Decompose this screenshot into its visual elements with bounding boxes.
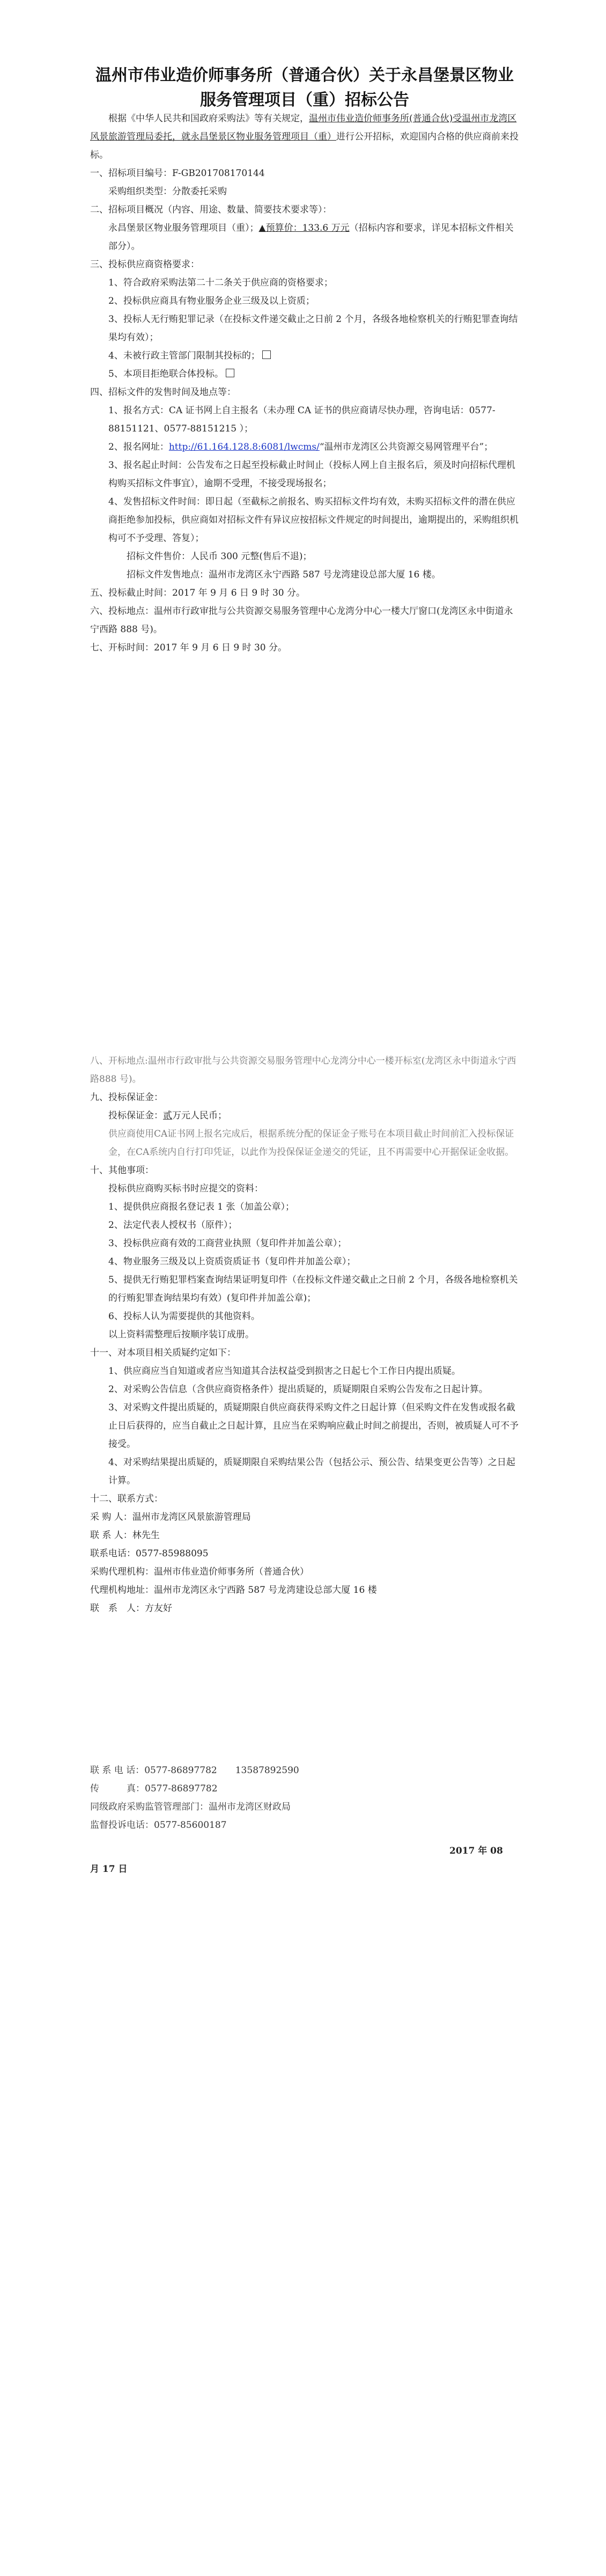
material-item: 6、投标人认为需要提供的其他资料。 xyxy=(108,1311,260,1322)
section-2: 二、招标项目概况（内容、用途、数量、简要技术要求等）： xyxy=(90,204,332,215)
section-2-tail: （招标内容和要求，详见本招标文件相关部分）。 xyxy=(108,223,514,252)
signature-block xyxy=(90,1761,519,1834)
material-item: 4、物业服务三级及以上资质资质证书（复印件并加盖公章）； xyxy=(108,1256,356,1267)
section-8: 八、开标地点:温州市行政审批与公共资源交易服务管理中心龙湾分中心一楼开标室(龙湾区永中街道永宁西路888 号)。 xyxy=(90,1056,516,1085)
challenge-item: 1、供应商应当自知道或者应当知道其合法权益受到损害之日起七个工作日内提出质疑。 xyxy=(108,1366,461,1377)
section-9: 九、投标保证金： xyxy=(90,1092,163,1103)
signature-line: 监督投诉电话：0577-85600187 xyxy=(90,1820,227,1831)
section-6: 六、投标地点：温州市行政审批与公共资源交易服务管理中心龙湾分中心一楼大厅窗口(龙湾区永中街道永宁西路 888 号)。 xyxy=(90,606,513,635)
section-1: 一、招标项目编号：F-GB201708170144 xyxy=(90,168,265,179)
section-3: 三、投标供应商资格要求： xyxy=(90,259,199,270)
section-12: 十二、联系方式： xyxy=(90,1494,163,1504)
announcement-date: 2017 年 08 xyxy=(449,1846,503,1856)
section-1-type: 采购组织类型：分散委托采购 xyxy=(108,186,227,197)
announcement-body xyxy=(90,109,519,657)
register-url-link[interactable]: http://61.164.128.8:6081/lwcms/ xyxy=(168,442,320,452)
challenge-item: 3、对采购文件提出质疑的，质疑期限自供应商获得采购文件之日起计算（但采购文件在发售或报名截止日后获得的，应当自截止之日起计算，且应当在采购响应截止时间之前提出，否则，被质疑人可不予接受。 xyxy=(108,1402,519,1450)
page-title: 温州市伟业造价师事务所（普通合伙）关于永昌堡景区物业服务管理项目（重）招标公告 xyxy=(95,66,514,109)
deposit-amount xyxy=(90,1107,519,1125)
section-7: 七、开标时间：2017 年 9 月 6 日 9 时 30 分。 xyxy=(90,642,287,653)
challenge-item: 4、对采购结果提出质疑的，质疑期限自采购结果公告（包括公示、预公告、结果变更公告等）之日起计算。 xyxy=(108,1457,515,1486)
intro-prefix: 根据《中华人民共和国政府采购法》等有关规定， xyxy=(108,113,309,124)
signature-line: 传 真：0577-86897782 xyxy=(90,1783,218,1794)
intro-suffix: 进行公开招标，欢迎国内合格的供应商前来投标。 xyxy=(90,131,519,160)
checkbox-icon xyxy=(226,369,234,377)
section-5: 五、投标截止时间：2017 年 9 月 6 日 9 时 30 分。 xyxy=(90,588,305,598)
budget-price: ▲预算价：133.6 万元 xyxy=(258,223,350,233)
qualification-item: 3、投标人无行贿犯罪记录（在投标文件递交截止之日前 2 个月，各级各地检察机关的行贿犯罪查询结果均有效）； xyxy=(108,314,518,343)
deposit-note: 供应商使用CA证书网上报名完成后，根据系统分配的保证金子账号在本项目截止时间前汇入投标保证金，在CA系统内自行打印凭证，以此作为投保保证金递交的凭证，且不再需要中心开据保证金收据。 xyxy=(108,1129,514,1158)
qualification-item xyxy=(90,365,519,383)
document-sale-address: 招标文件发售地点：温州市龙湾区永宁西路 587 号龙湾建设总部大厦 16 楼。 xyxy=(127,569,441,580)
qualification-item: 1、符合政府采购法第二十二条关于供应商的资格要求； xyxy=(108,277,333,288)
section-11: 十一、对本项目相关质疑约定如下： xyxy=(90,1348,236,1358)
deposit-unit: 万元人民币； xyxy=(172,1110,227,1121)
signature-line: 联 系 电 话：0577-86897782 13587892590 xyxy=(90,1765,299,1776)
sale-period: 4、发售招标文件时间：即日起（至截标之前报名、购买招标文件均有效，未购买招标文件的潜在供应商拒绝参加投标，供应商如对招标文件有异议应按招标文件规定的时间提出，逾期提出的，采购组织机构可不予受理、答复）； xyxy=(108,496,519,544)
register-period: 3、报名起止时间：公告发布之日起至投标截止时间止（投标人网上自主报名后，须及时向招标代理机构购买招标文件事宜），逾期不受理，不接受现场报名； xyxy=(108,460,515,489)
material-item: 以上资料需整理后按顺序装订成册。 xyxy=(108,1329,254,1340)
announcement-date-cont: 月 17 日 xyxy=(90,1864,128,1875)
material-item: 3、投标供应商有效的工商营业执照（复印件并加盖公章）； xyxy=(108,1238,347,1249)
qualification-text: 4、未被行政主管部门限制其投标的； xyxy=(108,350,260,361)
document-price: 招标文件售价：人民币 300 元整(售后不退)； xyxy=(127,551,312,562)
qualification-text: 5、本项目拒绝联合体投标。 xyxy=(108,369,224,379)
register-url-label: 2、报名网址： xyxy=(108,442,169,452)
intro-paragraph xyxy=(90,109,519,164)
section-4: 四、招标文件的发售时间及地点等： xyxy=(90,387,236,398)
contact-line: 联 系 人：方友好 xyxy=(90,1603,172,1614)
material-item: 5、提供无行贿犯罪档案查询结果证明复印件（在投标文件递交截止之日前 2 个月，各级各地检察机关的行贿犯罪查询结果均有效）(复印件并加盖公章)； xyxy=(108,1275,518,1304)
challenge-item: 2、对采购公告信息（含供应商资格条件）提出质疑的，质疑期限自采购公告发布之日起计算。 xyxy=(108,1384,488,1395)
material-item: 1、提供供应商报名登记表 1 张（加盖公章）； xyxy=(108,1202,294,1212)
contact-line: 采购代理机构：温州市伟业造价师事务所（普通合伙） xyxy=(90,1567,309,1577)
section-2-item xyxy=(90,219,519,255)
checkbox-icon xyxy=(262,350,271,359)
qualification-item xyxy=(90,347,519,365)
announcement-body-part2 xyxy=(90,1052,519,1618)
contact-line: 采 购 人：温州市龙湾区风景旅游管理局 xyxy=(90,1512,251,1523)
deposit-label: 投标保证金： xyxy=(108,1110,163,1121)
material-item: 2、法定代表人授权书（原件）； xyxy=(108,1220,238,1231)
register-url-line xyxy=(90,438,519,456)
project-name: 永昌堡景区物业服务管理项目（重）； xyxy=(108,223,259,233)
qualification-item: 2、投标供应商具有物业服务企业三级及以上资质； xyxy=(108,296,315,306)
intro-underlined: 温州市伟业造价师事务所(普通合伙)受温州市龙湾区风景旅游管理局委托，就永昌堡景区物业服务管理项目（重） xyxy=(90,113,517,142)
contact-line: 联 系 人：林先生 xyxy=(90,1530,160,1541)
deposit-value: 贰 xyxy=(163,1110,172,1121)
contact-line: 联系电话：0577-85988095 xyxy=(90,1548,209,1559)
section-10: 十、其他事项： xyxy=(90,1165,154,1176)
register-url-suffix: “温州市龙湾区公共资源交易网管理平台”； xyxy=(319,442,493,452)
materials-lead: 投标供应商购买标书时应提交的资料： xyxy=(108,1183,263,1194)
signature-line: 同级政府采购监管管理部门：温州市龙湾区财政局 xyxy=(90,1802,291,1812)
contact-line: 代理机构地址：温州市龙湾区永宁西路 587 号龙湾建设总部大厦 16 楼 xyxy=(90,1585,377,1596)
register-method: 1、报名方式：CA 证书网上自主报名（未办理 CA 证书的供应商请尽快办理，咨询电话：0577-88151121、0577-88151215 ）； xyxy=(108,405,496,434)
